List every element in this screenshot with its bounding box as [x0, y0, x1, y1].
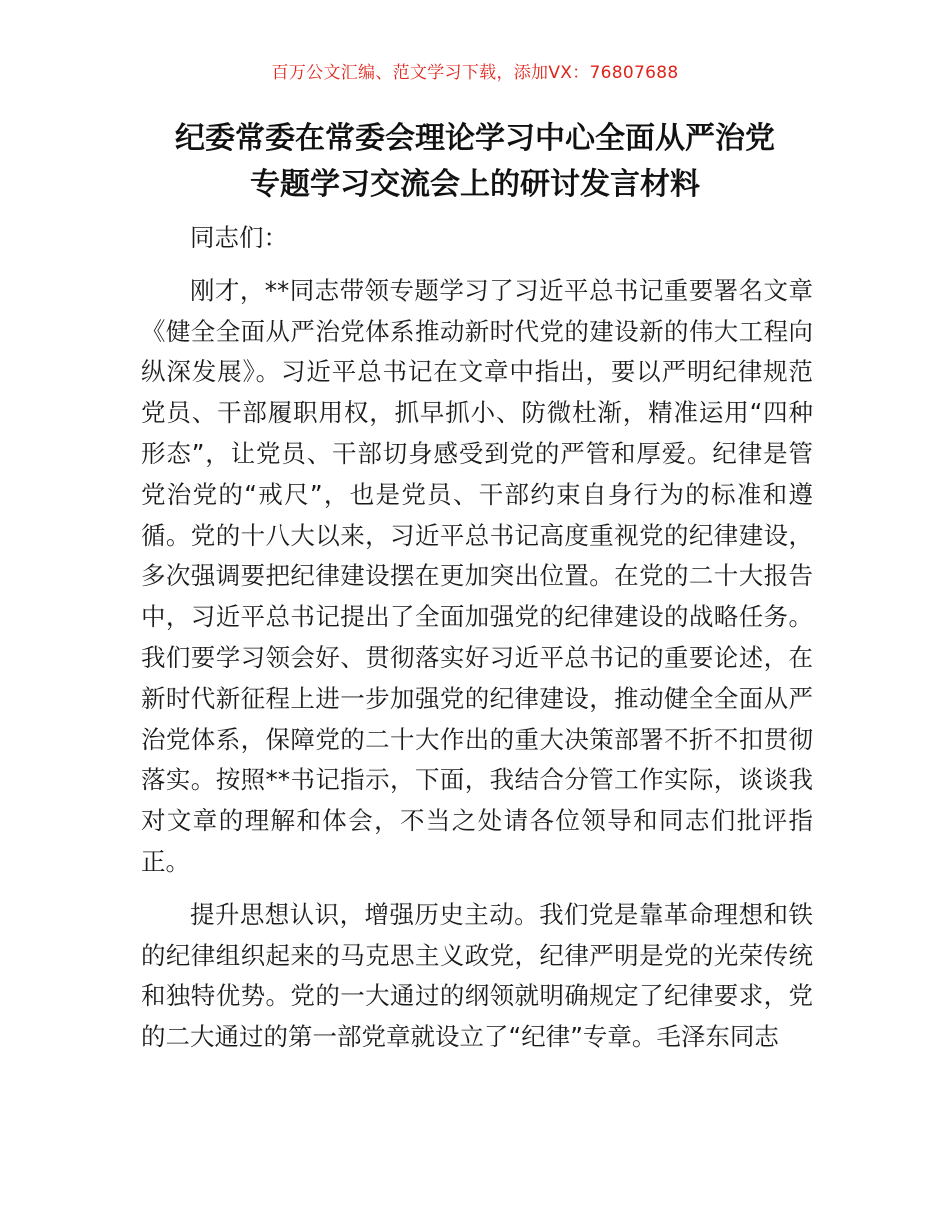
body-paragraph-2: 提升思想认识，增强历史主动。我们党是靠革命理想和铁的纪律组织起来的马克思主义政党，纪律严明是党的光荣传统和独特优势。党的一大通过的纲领就明确规定了纪律要求，党的二大通过的第一部党章就设立了“纪律”专章。毛泽东同志 — [141, 899, 813, 1052]
title-line-2: 专题学习交流会上的研讨发言材料 — [250, 167, 700, 202]
document-title — [60, 116, 890, 208]
salutation: 同志们： — [190, 223, 288, 252]
title-line-1: 纪委常委在常委会理论学习中心全面从严治党 — [175, 121, 775, 156]
body-paragraph-1: 刚才，**同志带领专题学习了习近平总书记重要署名文章《健全全面从严治党体系推动新时代党的建设新的伟大工程向纵深发展》。习近平总书记在文章中指出，要以严明纪律规范党员、干部履职用权，抓早抓小、防微杜渐，精准运用“四种形态”，让党员、干部切身感受到党的严管和厚爱。纪律是管党治党的“戒尺”，也是党员、干部约束自身行为的标准和遵循。党的十八大以来，习近平总书记高度重视党的纪律建设，多次强调要把纪律建设摆在更加突出位置。在党的二十大报告中，习近平总书记提出了全面加强党的纪律建设的战略任务。我们要学习领会好、贯彻落实好习近平总书记的重要论述，在新时代新征程上进一步加强党的纪律建设，推动健全全面从严治党体系，保障党的二十大作出的重大决策部署不折不扣贯彻落实。按照**书记指示，下面，我结合分管工作实际，谈谈我对文章的理解和体会，不当之处请各位领导和同志们批评指正。 — [141, 275, 813, 876]
watermark-header-note: 百万公文汇编、范文学习下载，添加VX：76807688 — [271, 63, 679, 83]
document-body — [141, 218, 813, 1058]
